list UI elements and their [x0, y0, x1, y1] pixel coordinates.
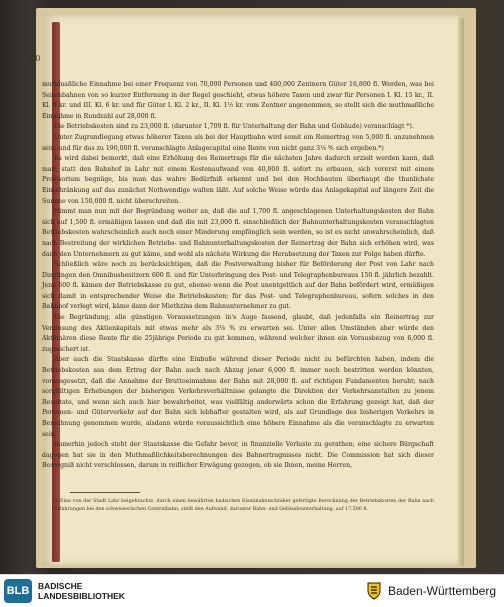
page-number: 40: [30, 54, 41, 63]
page-body-text: [42, 80, 434, 472]
paragraph: Die Begründung, alle günstigen Voraussetzungen in's Auge fassend, glaubt, daß jedenfalls ein Reinertrag zur Verzinsung des Aktienkapitals mit etwas mehr als 3⅛ % zu erwarten sei. Unter allen Umständen aber würde den Aktionären diese Rente für die 25jährige Periode zu gut kommen, während welcher ihnen ein Vorausbezug von 6,000 fl. zugesichert ist.: [42, 314, 434, 353]
viewer-footer: [0, 574, 504, 607]
bw-label: Baden-Württemberg: [387, 584, 496, 598]
blb-logo-icon: BLB: [4, 579, 32, 603]
paragraph: Schließlich wäre noch zu berücksichtigen, daß die Postverwaltung bisher für Beförderung der Post von Lahr nach Dinglingen den Omnibusbesitzern 600 fl. und für Unterbringung des Post- und Telegraphenbureaus 150 fl. jährlich bezahlt. Jene 600 fl. kämen der Betriebskasse zu gut, ebenso wenn die Post unentgeltlich auf der Bahn befördert wird, ermäßigen sich damit in entsprechender Weise die Betriebskosten; für das Post- und Telegraphenbureau, sofern solches in den Bahnhof verlegt wird, käme dann der Miethzins dem Bahnunternehmer zu gut.: [42, 261, 434, 311]
paragraph: Die Betriebskosten sind zu 23,000 fl. (darunter 1,709 fl. für Unterhaltung der Bahn und Gebäude) veranschlagt *).: [54, 123, 414, 131]
bw-brand[interactable]: [366, 581, 496, 601]
paragraph: Nimmt man nun mit der Begründung weiter an, daß die auf 1,700 fl. angeschlagenen Unterhaltungskosten der Bahn sich auf 1,500 fl. ermäßigen lassen und daß die mit 23,000 fl. einschließlich der Bahnunterhaltungskosten veranschlagten Betriebskosten wahrscheinlich auch noch einer Minderung empfänglich sein werden, so ist es nicht unwahrscheinlich, daß nach Bestreitung der wirklichen Betriebs- und Bahnunterhaltungskosten der Reinertrag der Bahn sich erhöhen wird, was dann den Unternehmern zu gut käme, und wohl als nächste Wirkung die Herabsetzung der Taxen zur Folge haben dürfte.: [42, 208, 434, 258]
paragraph: Aber auch die Staatskasse dürfte eine Einbuße während dieser Periode nicht zu befürchten haben, indem die Betriebskosten aus dem Ertrag der Bahn auch nach Abzug jener 6,000 fl. immer noch bestritten werden könnten, vorausgesetzt, daß die Annahme der Bruttoeinnahme der Bahn mit 28,000 fl. auf richtigen Fundamenten beruht; nach sorgfältigen Erhebungen der bisherigen Verkehrsverhältnisse gelangte die Direktion der Verkehrsanstalten zu jenem Resultate, und wenn sich auch hier bewahrheitet, was vielfältig anderwärts schon die Erfahrung gezeigt hat, daß der Personen- und Güterverkehr auf der Bahn sich lebhafter gestalten wird, als auf Grundlage des bisherigen Verkehrs in Berechnung genommen wurde, alsdann würde voraussichtlich eine höhere Einnahme als die veranschlagte zu erwarten sein.: [42, 356, 434, 438]
footnote-rule: [70, 492, 140, 493]
blb-name-line1: BADISCHE: [38, 581, 83, 591]
bw-crest-icon: [366, 581, 382, 601]
footnote: *) Eine von der Stadt Lahr beigebrachte, durch einen bewährten badischen Eisenbahntechniker gefertigte Berechnung der Betriebskosten der Bahn nach Erfahrungen bei den schweizerischen Centralbahn, stellt den Aufwand, darunter Bahn- und Gebäudeunterhaltung, auf 17,500 fl.: [54, 499, 434, 512]
blb-name: [38, 581, 125, 601]
blb-name-line2: LANDESBIBLIOTHEK: [38, 591, 125, 601]
paragraph: muthmaßliche Einnahme bei einer Frequenz von 70,000 Personen und 400,000 Zentnern Güter 16,800 fl. Werden, was bei Seitenbahnen von so kurzer Entfernung in der Regel geschieht, etwas höhere Taxen und zwar für Personen I. Kl. 15 kr., II. Kl. 9 kr. und III. Kl. 6 kr. und für Güter I. Kl. 2 kr., II. Kl. 1½ kr. vom Zentner angenommen, so stellt sich die muthmaßliche Einnahme in Rundzahl auf 28,000 fl.: [42, 81, 434, 120]
paragraph: Es wird dabei bemerkt, daß eine Erhöhung des Reinertrags für die nächsten Jahre dadurch erzielt werden kann, daß man, statt den Bahnhof in Lahr mit einem Kostenaufwand von 40,000 fl. sofort zu erbauen, sich vorerst mit einem Provisorium begnüge, bis man das wahre Bedürfniß erkennt und bei den Hochbauten überhaupt die thunlichste Einschränkung auf das zunächst Nothwendige walten läßt. Auf solche Weise würde das Anlagekapital auf längere Zeit die Summe von 150,000 fl. nicht überschreiten.: [42, 155, 434, 205]
paragraph: Immerhin jedoch steht der Staatskasse die Gefahr bevor, in finanzielle Verluste zu gerathen; eine sichere Bürgschaft dagegen hat sie in den Muthmaßlichkeitsberechnungen des Bahnertragnisses nicht. Die Commission hat sich dieser Besorgniß nicht verschlossen, darum in reiflicher Erwägung gezogen, ob sie Ihnen, meine Herren,: [42, 441, 434, 470]
page-edge: [458, 18, 464, 566]
paragraph: Unter Zugrundlegung etwas höherer Taxen als bei der Hauptbahn wird somit ein Reinertrag von 5,000 fl. anzunehmen sein, und für das zu 190,000 fl. veranschlagte Anlagecapital eine Rente von nicht ganz 3⅛ % sich ergeben.*): [42, 133, 434, 152]
blb-brand[interactable]: [0, 579, 125, 603]
